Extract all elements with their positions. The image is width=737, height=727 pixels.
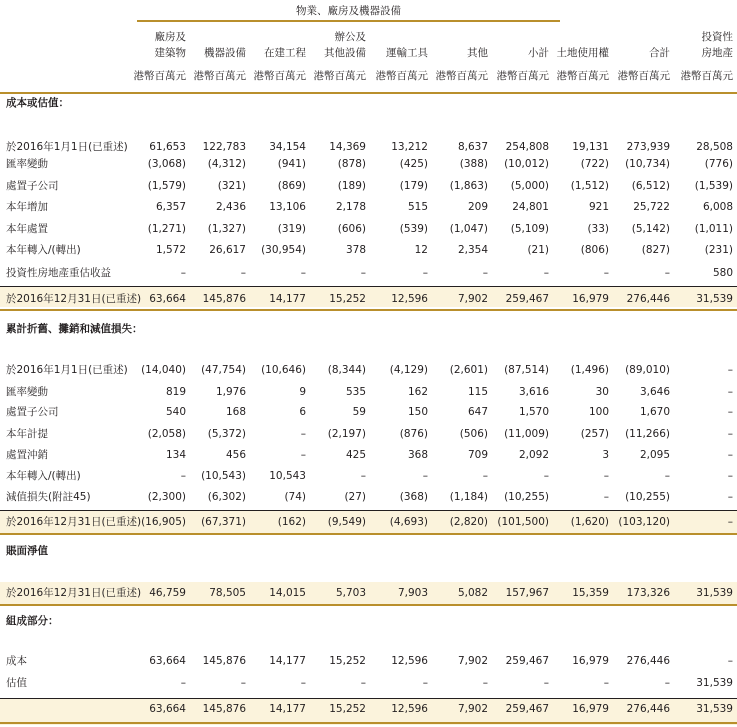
table-cell: – bbox=[664, 677, 670, 689]
table-cell: (21) bbox=[527, 244, 549, 256]
table-cell: 9 bbox=[299, 386, 306, 398]
table-cell: (10,646) bbox=[261, 364, 306, 376]
table-cell: 14,015 bbox=[269, 587, 306, 599]
table-cell: (10,012) bbox=[504, 158, 549, 170]
table-cell: 173,326 bbox=[626, 587, 670, 599]
table-cell: 3,616 bbox=[518, 386, 549, 398]
column-header-unit: 港幣百萬元 bbox=[435, 70, 488, 82]
table-cell: – bbox=[727, 470, 733, 482]
header-bottom-rule bbox=[0, 92, 737, 94]
table-cell: (16,905) bbox=[141, 516, 186, 528]
table-cell: 13,212 bbox=[391, 141, 428, 153]
table-cell: 31,539 bbox=[696, 703, 733, 715]
table-cell: 921 bbox=[588, 201, 609, 213]
table-cell: – bbox=[727, 449, 733, 461]
row-label: 於2016年12月31日(已重述) bbox=[6, 293, 142, 305]
column-header-line2: 廠房及 bbox=[154, 31, 186, 43]
table-cell: (189) bbox=[337, 180, 366, 192]
table-cell: 13,106 bbox=[269, 201, 306, 213]
table-cell: 378 bbox=[345, 244, 366, 256]
row-label: 於2016年1月1日(已重述) bbox=[6, 141, 128, 153]
table-cell: 6 bbox=[299, 406, 306, 418]
total-underline bbox=[0, 309, 737, 311]
table-cell: 63,664 bbox=[149, 655, 186, 667]
table-cell: – bbox=[727, 364, 733, 376]
table-cell: (257) bbox=[580, 428, 609, 440]
table-cell: 145,876 bbox=[202, 655, 246, 667]
table-cell: 78,505 bbox=[209, 587, 246, 599]
table-cell: – bbox=[603, 491, 609, 503]
table-cell: 259,467 bbox=[505, 655, 549, 667]
table-cell: 1,572 bbox=[155, 244, 186, 256]
table-cell: (10,543) bbox=[201, 470, 246, 482]
table-cell: – bbox=[300, 267, 306, 279]
table-cell: – bbox=[360, 677, 366, 689]
table-cell: – bbox=[603, 470, 609, 482]
column-header-line3: 運輸工具 bbox=[386, 47, 428, 59]
table-cell: – bbox=[180, 470, 186, 482]
table-cell: – bbox=[240, 267, 246, 279]
table-cell: (4,129) bbox=[389, 364, 428, 376]
table-cell: (1,327) bbox=[207, 223, 246, 235]
table-cell: 647 bbox=[467, 406, 488, 418]
table-cell: – bbox=[300, 677, 306, 689]
table-cell: (876) bbox=[399, 428, 428, 440]
row-label: 處置子公司 bbox=[6, 180, 59, 192]
table-cell: 1,570 bbox=[518, 406, 549, 418]
table-cell: 24,801 bbox=[512, 201, 549, 213]
table-cell: (5,109) bbox=[510, 223, 549, 235]
table-cell: 3,646 bbox=[639, 386, 670, 398]
table-cell: (8,344) bbox=[327, 364, 366, 376]
table-cell: 15,252 bbox=[329, 655, 366, 667]
table-cell: (11,266) bbox=[625, 428, 670, 440]
table-cell: 31,539 bbox=[696, 677, 733, 689]
table-cell: (1,620) bbox=[570, 516, 609, 528]
table-cell: 2,354 bbox=[457, 244, 488, 256]
table-cell: (1,512) bbox=[570, 180, 609, 192]
table-cell: 12,596 bbox=[391, 293, 428, 305]
total-underline bbox=[0, 533, 737, 535]
table-cell: (47,754) bbox=[201, 364, 246, 376]
table-cell: – bbox=[603, 267, 609, 279]
table-cell: 276,446 bbox=[626, 655, 670, 667]
row-label: 本年計提 bbox=[6, 428, 48, 440]
table-cell: – bbox=[180, 267, 186, 279]
table-cell: (806) bbox=[580, 244, 609, 256]
table-cell: 12,596 bbox=[391, 655, 428, 667]
table-cell: 276,446 bbox=[626, 703, 670, 715]
table-cell: (388) bbox=[459, 158, 488, 170]
table-cell: (878) bbox=[337, 158, 366, 170]
table-cell: 6,357 bbox=[155, 201, 186, 213]
table-cell: 709 bbox=[467, 449, 488, 461]
table-cell: 456 bbox=[225, 449, 246, 461]
table-cell: (101,500) bbox=[497, 516, 549, 528]
table-cell: (827) bbox=[641, 244, 670, 256]
table-cell: – bbox=[482, 677, 488, 689]
table-cell: 209 bbox=[467, 201, 488, 213]
section-label-nbv: 賬面淨值 bbox=[6, 545, 48, 557]
table-cell: (2,820) bbox=[449, 516, 488, 528]
table-cell: – bbox=[664, 470, 670, 482]
table-cell: 6,008 bbox=[702, 201, 733, 213]
column-header-unit: 港幣百萬元 bbox=[313, 70, 366, 82]
row-label: 匯率變動 bbox=[6, 158, 48, 170]
table-cell: (5,142) bbox=[631, 223, 670, 235]
table-cell: (722) bbox=[580, 158, 609, 170]
table-cell: – bbox=[482, 470, 488, 482]
table-cell: (425) bbox=[399, 158, 428, 170]
table-cell: 28,508 bbox=[696, 141, 733, 153]
table-cell: (27) bbox=[344, 491, 366, 503]
table-cell: 5,082 bbox=[457, 587, 488, 599]
table-cell: 12,596 bbox=[391, 703, 428, 715]
table-cell: (231) bbox=[704, 244, 733, 256]
table-cell: 16,979 bbox=[572, 293, 609, 305]
table-cell: 63,664 bbox=[149, 703, 186, 715]
table-cell: 368 bbox=[407, 449, 428, 461]
table-cell: 2,178 bbox=[335, 201, 366, 213]
table-cell: 100 bbox=[588, 406, 609, 418]
table-cell: 5,703 bbox=[335, 587, 366, 599]
column-header-line3: 建築物 bbox=[154, 47, 186, 59]
column-header-line3: 合計 bbox=[649, 47, 670, 59]
table-cell: 540 bbox=[165, 406, 186, 418]
table-cell: 535 bbox=[345, 386, 366, 398]
table-cell: 2,092 bbox=[518, 449, 549, 461]
table-cell: 15,359 bbox=[572, 587, 609, 599]
table-cell: 273,939 bbox=[626, 141, 670, 153]
table-cell: 7,902 bbox=[457, 655, 488, 667]
table-cell: 1,670 bbox=[639, 406, 670, 418]
table-cell: – bbox=[422, 470, 428, 482]
column-header-line3: 其他 bbox=[467, 47, 488, 59]
column-header-line3: 在建工程 bbox=[264, 47, 306, 59]
table-cell: 16,979 bbox=[572, 703, 609, 715]
row-label: 處置子公司 bbox=[6, 406, 59, 418]
row-label: 估值 bbox=[6, 677, 27, 689]
table-cell: (87,514) bbox=[504, 364, 549, 376]
table-cell: (33) bbox=[587, 223, 609, 235]
row-label: 處置沖銷 bbox=[6, 449, 48, 461]
table-cell: 61,653 bbox=[149, 141, 186, 153]
table-cell: (1,047) bbox=[449, 223, 488, 235]
table-cell: 145,876 bbox=[202, 703, 246, 715]
table-cell: – bbox=[240, 677, 246, 689]
table-cell: 15,252 bbox=[329, 293, 366, 305]
table-cell: (89,010) bbox=[625, 364, 670, 376]
column-header-line3: 機器設備 bbox=[204, 47, 246, 59]
row-label: 於2016年12月31日(已重述) bbox=[6, 516, 142, 528]
row-label: 匯率變動 bbox=[6, 386, 48, 398]
table-cell: – bbox=[300, 428, 306, 440]
table-cell: (162) bbox=[277, 516, 306, 528]
group-header: 物業、廠房及機器設備 bbox=[296, 5, 401, 17]
table-cell: (539) bbox=[399, 223, 428, 235]
table-cell: 2,436 bbox=[215, 201, 246, 213]
table-cell: – bbox=[727, 406, 733, 418]
table-cell: 8,637 bbox=[457, 141, 488, 153]
table-cell: (10,255) bbox=[504, 491, 549, 503]
subtotal-rule bbox=[0, 510, 737, 511]
table-cell: (9,549) bbox=[327, 516, 366, 528]
table-cell: (2,197) bbox=[327, 428, 366, 440]
table-cell: (5,372) bbox=[207, 428, 246, 440]
row-label: 減值損失(附註45) bbox=[6, 491, 91, 503]
table-cell: 34,154 bbox=[269, 141, 306, 153]
subtotal-rule bbox=[0, 698, 737, 699]
row-label: 本年處置 bbox=[6, 223, 48, 235]
column-header-unit: 港幣百萬元 bbox=[375, 70, 428, 82]
column-header-unit: 港幣百萬元 bbox=[193, 70, 246, 82]
table-cell: (6,512) bbox=[631, 180, 670, 192]
table-cell: – bbox=[543, 267, 549, 279]
table-cell: – bbox=[360, 470, 366, 482]
table-cell: 30 bbox=[595, 386, 609, 398]
table-cell: (14,040) bbox=[141, 364, 186, 376]
table-cell: 16,979 bbox=[572, 655, 609, 667]
table-cell: (1,184) bbox=[449, 491, 488, 503]
table-cell: 19,131 bbox=[572, 141, 609, 153]
column-header-line3: 小計 bbox=[528, 47, 549, 59]
table-cell: – bbox=[603, 677, 609, 689]
table-cell: 134 bbox=[165, 449, 186, 461]
table-cell: (319) bbox=[277, 223, 306, 235]
table-cell: – bbox=[727, 428, 733, 440]
table-cell: 580 bbox=[712, 267, 733, 279]
table-cell: 63,664 bbox=[149, 293, 186, 305]
table-cell: (321) bbox=[217, 180, 246, 192]
column-header-unit: 港幣百萬元 bbox=[496, 70, 549, 82]
table-cell: (1,579) bbox=[147, 180, 186, 192]
table-cell: – bbox=[482, 267, 488, 279]
row-label: 成本 bbox=[6, 655, 27, 667]
table-cell: (30,954) bbox=[261, 244, 306, 256]
group-header-rule bbox=[137, 20, 560, 22]
column-header-unit: 港幣百萬元 bbox=[556, 70, 609, 82]
table-cell: 162 bbox=[407, 386, 428, 398]
column-header-line3: 房地產 bbox=[701, 47, 733, 59]
column-header-line2: 投資性 bbox=[701, 31, 733, 43]
table-cell: (1,863) bbox=[449, 180, 488, 192]
table-cell: (506) bbox=[459, 428, 488, 440]
table-cell: 515 bbox=[407, 201, 428, 213]
column-header-line3: 其他設備 bbox=[324, 47, 366, 59]
table-cell: (941) bbox=[277, 158, 306, 170]
table-cell: – bbox=[300, 449, 306, 461]
row-label: 本年增加 bbox=[6, 201, 48, 213]
total-underline bbox=[0, 722, 737, 724]
table-cell: (1,496) bbox=[570, 364, 609, 376]
section-label-depr: 累計折舊、攤銷和減值損失： bbox=[6, 323, 143, 335]
table-cell: 59 bbox=[352, 406, 366, 418]
row-label: 本年轉入/(轉出) bbox=[6, 470, 81, 482]
table-cell: 3 bbox=[602, 449, 609, 461]
table-cell: 15,252 bbox=[329, 703, 366, 715]
table-cell: 31,539 bbox=[696, 587, 733, 599]
column-header-unit: 港幣百萬元 bbox=[133, 70, 186, 82]
table-cell: 254,808 bbox=[505, 141, 549, 153]
table-cell: – bbox=[727, 386, 733, 398]
table-cell: 14,369 bbox=[329, 141, 366, 153]
table-cell: (2,058) bbox=[147, 428, 186, 440]
table-cell: (67,371) bbox=[201, 516, 246, 528]
table-cell: – bbox=[180, 677, 186, 689]
table-cell: (368) bbox=[399, 491, 428, 503]
table-cell: 7,903 bbox=[397, 587, 428, 599]
table-cell: – bbox=[727, 516, 733, 528]
row-label: 本年轉入/(轉出) bbox=[6, 244, 81, 256]
total-underline bbox=[0, 604, 737, 606]
table-cell: (103,120) bbox=[618, 516, 670, 528]
column-header-line2: 辦公及 bbox=[334, 31, 366, 43]
table-cell: – bbox=[727, 655, 733, 667]
table-cell: 7,902 bbox=[457, 293, 488, 305]
table-cell: (3,068) bbox=[147, 158, 186, 170]
table-cell: 168 bbox=[225, 406, 246, 418]
table-cell: 31,539 bbox=[696, 293, 733, 305]
table-cell: – bbox=[360, 267, 366, 279]
column-header-unit: 港幣百萬元 bbox=[617, 70, 670, 82]
table-cell: – bbox=[543, 470, 549, 482]
table-cell: 115 bbox=[467, 386, 488, 398]
table-cell: (2,300) bbox=[147, 491, 186, 503]
row-label: 於2016年1月1日(已重述) bbox=[6, 364, 128, 376]
section-label-comp: 組成部分： bbox=[6, 615, 59, 627]
table-cell: 259,467 bbox=[505, 703, 549, 715]
table-cell: 259,467 bbox=[505, 293, 549, 305]
row-label: 於2016年12月31日(已重述) bbox=[6, 587, 142, 599]
subtotal-rule bbox=[0, 286, 737, 287]
table-cell: 14,177 bbox=[269, 703, 306, 715]
table-cell: (1,271) bbox=[147, 223, 186, 235]
table-cell: 2,095 bbox=[639, 449, 670, 461]
table-cell: 10,543 bbox=[269, 470, 306, 482]
table-cell: 26,617 bbox=[209, 244, 246, 256]
table-cell: 425 bbox=[345, 449, 366, 461]
table-cell: 157,967 bbox=[505, 587, 549, 599]
table-cell: (4,312) bbox=[207, 158, 246, 170]
table-cell: (11,009) bbox=[504, 428, 549, 440]
table-cell: 276,446 bbox=[626, 293, 670, 305]
table-cell: (776) bbox=[704, 158, 733, 170]
table-cell: – bbox=[543, 677, 549, 689]
table-cell: (5,000) bbox=[510, 180, 549, 192]
table-cell: (6,302) bbox=[207, 491, 246, 503]
table-cell: (10,255) bbox=[625, 491, 670, 503]
column-header-unit: 港幣百萬元 bbox=[680, 70, 733, 82]
table-cell: (74) bbox=[284, 491, 306, 503]
table-cell: 25,722 bbox=[633, 201, 670, 213]
table-cell: 819 bbox=[165, 386, 186, 398]
section-label-cost: 成本或估值： bbox=[6, 97, 69, 109]
row-label: 投資性房地產重估收益 bbox=[6, 267, 111, 279]
column-header-unit: 港幣百萬元 bbox=[253, 70, 306, 82]
table-cell: (10,734) bbox=[625, 158, 670, 170]
table-cell: (2,601) bbox=[449, 364, 488, 376]
table-cell: 14,177 bbox=[269, 655, 306, 667]
table-cell: (4,693) bbox=[389, 516, 428, 528]
table-cell: 122,783 bbox=[202, 141, 246, 153]
table-cell: 14,177 bbox=[269, 293, 306, 305]
table-cell: 12 bbox=[414, 244, 428, 256]
table-cell: (1,539) bbox=[694, 180, 733, 192]
table-cell: 46,759 bbox=[149, 587, 186, 599]
table-cell: 7,902 bbox=[457, 703, 488, 715]
table-cell: – bbox=[422, 677, 428, 689]
table-cell: – bbox=[727, 491, 733, 503]
table-cell: 145,876 bbox=[202, 293, 246, 305]
table-cell: (1,011) bbox=[694, 223, 733, 235]
table-cell: (869) bbox=[277, 180, 306, 192]
table-cell: 150 bbox=[407, 406, 428, 418]
table-cell: – bbox=[422, 267, 428, 279]
table-cell: (179) bbox=[399, 180, 428, 192]
column-header-line3: 土地使用權 bbox=[556, 47, 609, 59]
table-cell: 1,976 bbox=[215, 386, 246, 398]
table-cell: – bbox=[664, 267, 670, 279]
table-cell: (606) bbox=[337, 223, 366, 235]
